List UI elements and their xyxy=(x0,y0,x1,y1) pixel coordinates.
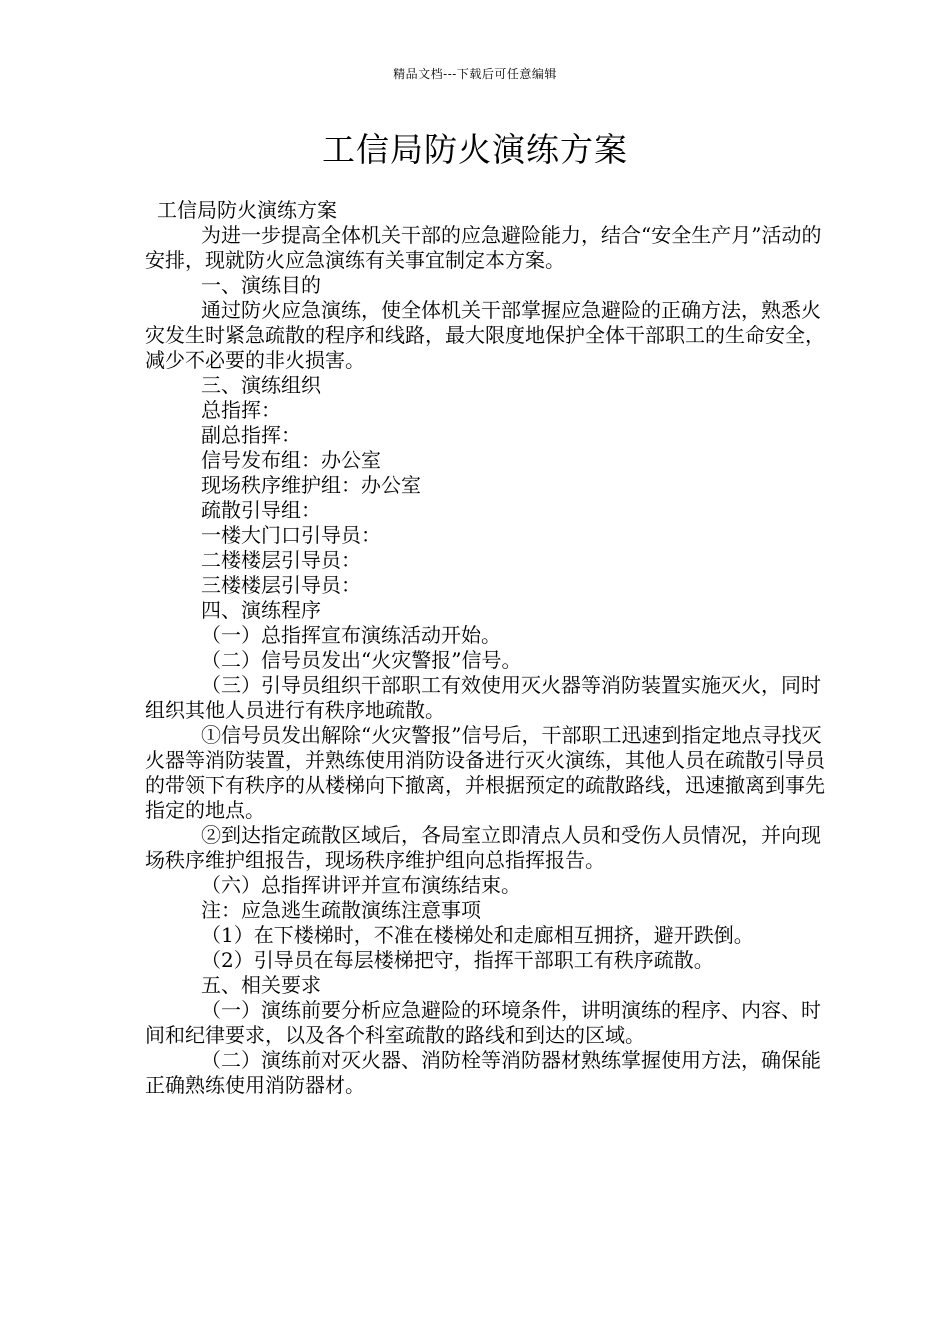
document-title: 工信局防火演练方案 xyxy=(322,130,628,169)
paragraph-line: （2）引导员在每层楼梯把守，指挥干部职工有秩序疏散。 xyxy=(201,948,714,972)
paragraph-line: 四、演练程序 xyxy=(201,598,321,622)
paragraph-line: （六）总指挥讲评并宣布演练结束。 xyxy=(201,873,521,897)
paragraph-line: （一）总指挥宣布演练活动开始。 xyxy=(201,623,501,647)
paragraph-line: 三楼楼层引导员： xyxy=(201,573,361,597)
paragraph-line: （一）演练前要分析应急避险的环境条件，讲明演练的程序、内容、时间和纪律要求，以及各个科室疏散的路线和到达的区域。 xyxy=(145,998,821,1047)
paragraph-line: 工信局防火演练方案 xyxy=(157,198,337,222)
header-note: 精品文档---下载后可任意编辑 xyxy=(393,67,557,81)
paragraph-line: 五、相关要求 xyxy=(201,973,321,997)
paragraph-line: 副总指挥： xyxy=(201,423,301,447)
paragraph-line: 注：应急逃生疏散演练注意事项 xyxy=(201,898,481,922)
paragraph-line: 疏散引导组： xyxy=(201,498,321,522)
paragraph-line: （二）信号员发出“火灾警报”信号。 xyxy=(201,648,522,672)
paragraph-line: （二）演练前对灭火器、消防栓等消防器材熟练掌握使用方法，确保能正确熟练使用消防器材。 xyxy=(145,1048,821,1097)
paragraph-line: 为进一步提高全体机关干部的应急避险能力，结合“安全生产月”活动的安排，现就防火应急演练有关事宜制定本方案。 xyxy=(145,223,822,272)
paragraph-line: 一楼大门口引导员： xyxy=(201,523,381,547)
paragraph-line: 通过防火应急演练，使全体机关干部掌握应急避险的正确方法，熟悉火灾发生时紧急疏散的程序和线路，最大限度地保护全体干部职工的生命安全，减少不必要的非火损害。 xyxy=(145,298,825,372)
paragraph-line: （1）在下楼梯时，不准在楼梯处和走廊相互拥挤，避开跌倒。 xyxy=(201,923,754,947)
paragraph-line: 一、演练目的 xyxy=(201,273,321,297)
paragraph-line: 总指挥： xyxy=(201,398,281,422)
paragraph-line: ②到达指定疏散区域后，各局室立即清点人员和受伤人员情况，并向现场秩序维护组报告，现场秩序维护组向总指挥报告。 xyxy=(145,823,821,872)
paragraph-line: 现场秩序维护组：办公室 xyxy=(201,473,421,497)
paragraph-line: 二楼楼层引导员： xyxy=(201,548,361,572)
document-body xyxy=(145,198,825,1098)
paragraph-line: （三）引导员组织干部职工有效使用灭火器等消防装置实施灭火，同时组织其他人员进行有秩序地疏散。 xyxy=(145,673,821,722)
paragraph-line: 三、演练组织 xyxy=(201,373,321,397)
paragraph-line: 信号发布组：办公室 xyxy=(201,448,381,472)
paragraph-line: ①信号员发出解除“火灾警报”信号后，干部职工迅速到指定地点寻找灭火器等消防装置，并熟练使用消防设备进行灭火演练，其他人员在疏散引导员的带领下有秩序的从楼梯向下撤离，并根据预定的疏散路线，迅速撤离到事先指定的地点。 xyxy=(145,723,825,822)
